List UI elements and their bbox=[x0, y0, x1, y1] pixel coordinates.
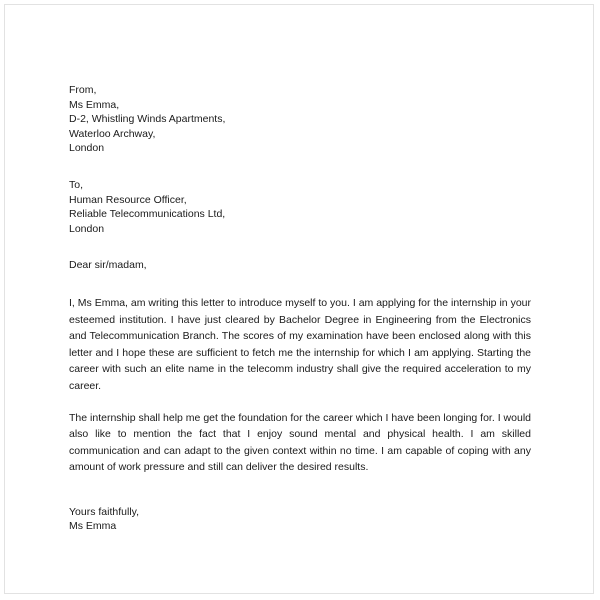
salutation-block bbox=[69, 258, 531, 273]
sender-name: Ms Emma, bbox=[69, 98, 120, 111]
spacer-before-closing bbox=[69, 476, 531, 505]
salutation: Dear sir/madam, bbox=[69, 259, 147, 272]
recipient-organisation: Reliable Telecommunications Ltd, bbox=[69, 208, 226, 221]
letter-body bbox=[69, 83, 531, 534]
spacer-after-sender bbox=[69, 156, 531, 178]
valediction: Yours faithfully, bbox=[69, 505, 140, 518]
body-paragraph-2: The internship shall help me get the foundation for the career which I have been longing for. I would also like to mention the fact that I enjoy sound mental and physical health. I am skilled communication and can adapt to the given context within no time. I am capable of coping with any amount of work pressure and still can deliver the desired results. bbox=[69, 411, 531, 474]
spacer-after-recipient bbox=[69, 236, 531, 258]
sender-address-line-2: Waterloo Archway, bbox=[69, 127, 156, 140]
sender-address-line-1: D-2, Whistling Winds Apartments, bbox=[69, 113, 226, 126]
recipient-label: To, bbox=[69, 178, 84, 191]
sender-address-block bbox=[69, 83, 531, 156]
document-page bbox=[4, 4, 594, 594]
body-paragraph-1: I, Ms Emma, am writing this letter to introduce myself to you. I am applying for the internship in your esteemed institution. I have just cleared by Bachelor Degree in Engineering from the Electronics and Telecommunication Branch. The scores of my examination have been enclosed along with this letter and I hope these are sufficient to fetch me the internship for which I am applying. Starting the career with such an elite name in the telecomm industry shall give the required acceleration to my career. bbox=[69, 296, 531, 392]
sender-city: London bbox=[69, 142, 105, 155]
sender-label: From, bbox=[69, 84, 97, 96]
recipient-city: London bbox=[69, 222, 105, 235]
recipient-name: Human Resource Officer, bbox=[69, 193, 187, 206]
spacer-between-paragraphs bbox=[69, 395, 531, 410]
recipient-address-block bbox=[69, 178, 531, 236]
spacer-after-salutation bbox=[69, 273, 531, 295]
signature-name: Ms Emma bbox=[69, 520, 117, 533]
closing-block bbox=[69, 505, 531, 534]
